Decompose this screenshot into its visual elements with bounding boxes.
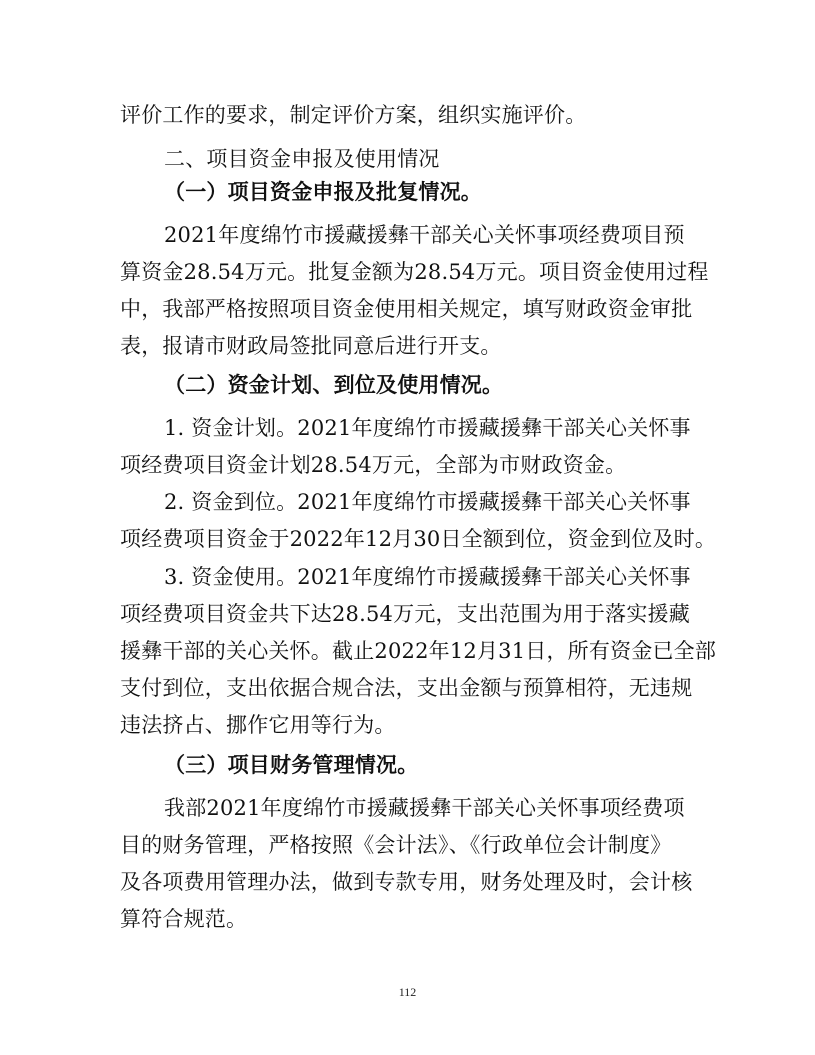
paragraph-line: 2021年度绵竹市援藏援彝干部关心关怀事项经费项目预 bbox=[164, 223, 685, 247]
subsection-heading: （二）资金计划、到位及使用情况。 bbox=[164, 372, 504, 397]
paragraph-line: 违法挤占、挪作它用等行为。 bbox=[120, 713, 396, 737]
paragraph-line: 表，报请市财政局签批同意后进行开支。 bbox=[120, 334, 502, 358]
paragraph-line: 目的财务管理，严格按照《会计法》、《行政单位会计制度》 bbox=[120, 833, 672, 857]
paragraph-line: 1. 资金计划。2021年度绵竹市援藏援彝干部关心关怀事 bbox=[164, 416, 691, 440]
paragraph-line: 及各项费用管理办法，做到专款专用，财务处理及时，会计核 bbox=[120, 870, 693, 894]
subsection-heading: （一）项目资金申报及批复情况。 bbox=[164, 179, 482, 204]
paragraph-line: 我部2021年度绵竹市援藏援彝干部关心关怀事项经费项 bbox=[164, 796, 685, 820]
paragraph-line: 项经费项目资金计划28.54万元，全部为市财政资金。 bbox=[120, 453, 627, 477]
paragraph-line: 算资金28.54万元。批复金额为28.54万元。项目资金使用过程 bbox=[120, 260, 709, 284]
page-number: 112 bbox=[398, 985, 417, 999]
paragraph-line: 算符合规范。 bbox=[120, 907, 248, 931]
paragraph-line: 支付到位，支出依据合规合法，支出金额与预算相符，无违规 bbox=[120, 676, 693, 700]
paragraph-line: 评价工作的要求，制定评价方案，组织实施评价。 bbox=[120, 103, 587, 127]
subsection-heading: （三）项目财务管理情况。 bbox=[164, 752, 419, 777]
paragraph-line: 援彝干部的关心关怀。截止2022年12月31日，所有资金已全部 bbox=[120, 639, 717, 663]
paragraph-line: 2. 资金到位。2021年度绵竹市援藏援彝干部关心关怀事 bbox=[164, 490, 691, 514]
paragraph-line: 项经费项目资金共下达28.54万元，支出范围为用于落实援藏 bbox=[120, 602, 690, 626]
paragraph-line: 项经费项目资金于2022年12月30日全额到位，资金到位及时。 bbox=[120, 527, 717, 551]
paragraph-line: 3. 资金使用。2021年度绵竹市援藏援彝干部关心关怀事 bbox=[164, 565, 691, 589]
section-heading: 二、项目资金申报及使用情况 bbox=[164, 147, 440, 171]
paragraph-line: 中，我部严格按照项目资金使用相关规定，填写财政资金审批 bbox=[120, 297, 693, 321]
